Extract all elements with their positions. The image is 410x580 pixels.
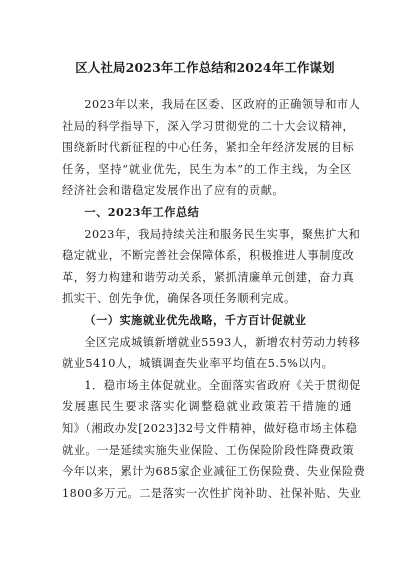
paragraph-line: 发展惠民生要求落实化调整稳就业政策若干措施的通 bbox=[62, 400, 352, 414]
paragraph-line: 围绕新时代新征程的中心任务，紧扣全年经济发展的目标 bbox=[62, 141, 355, 155]
document-body bbox=[62, 94, 366, 504]
paragraph-line: 就业5410人，城镇调查失业率平均值在5.5%以内。 bbox=[62, 357, 334, 371]
paragraph-line: 今年以来，累计为685家企业减征工伤保险费、失业保险费 bbox=[62, 465, 366, 479]
paragraph-line: 经济社会和谐稳定发展作出了应有的贡献。 bbox=[62, 184, 285, 198]
paragraph-line: 全区完成城镇新增就业5593人，新增农村劳动力转移 bbox=[84, 335, 361, 349]
paragraph-line: 知》（湘政办发[2023]32号文件精神，做好稳市场主体稳 bbox=[62, 421, 358, 435]
paragraph-line: 任务，坚持“就业优先，民生为本”的工作主线，为全区 bbox=[62, 162, 352, 176]
paragraph-line: 1800多万元。二是落实一次性扩岗补助、社保补贴、失业 bbox=[62, 486, 362, 500]
document-title: 区人社局2023年工作总结和2024年工作谋划 bbox=[75, 60, 335, 75]
paragraph-line: 就业。一是延续实施失业保险、工伤保险阶段性降费政策 bbox=[62, 443, 355, 457]
paragraph-line: 2023年，我局持续关注和服务民生实事，聚焦扩大和 bbox=[84, 227, 361, 241]
paragraph-line: 抓实干、创先争优，确保各项任务顺利完成。 bbox=[62, 292, 296, 306]
paragraph-line: 2023年以来，我局在区委、区政府的正确领导和市人 bbox=[84, 98, 361, 111]
section-heading: 一、2023年工作总结 bbox=[84, 204, 200, 219]
subsection-heading: （一）实施就业优先战略，千方百计促就业 bbox=[84, 312, 307, 327]
paragraph-line: 社局的科学指导下，深入学习贯彻党的二十大会议精神， bbox=[62, 119, 355, 133]
paragraph-line: 稳定就业，不断完善社会保障体系，积极推进人事制度改 bbox=[62, 249, 355, 263]
paragraph-line: 1．稳市场主体促就业。全面落实省政府《关于贯彻促 bbox=[84, 378, 361, 392]
paragraph-line: 革，努力构建和谐劳动关系，紧抓清廉单元创建，奋力真 bbox=[62, 270, 355, 284]
